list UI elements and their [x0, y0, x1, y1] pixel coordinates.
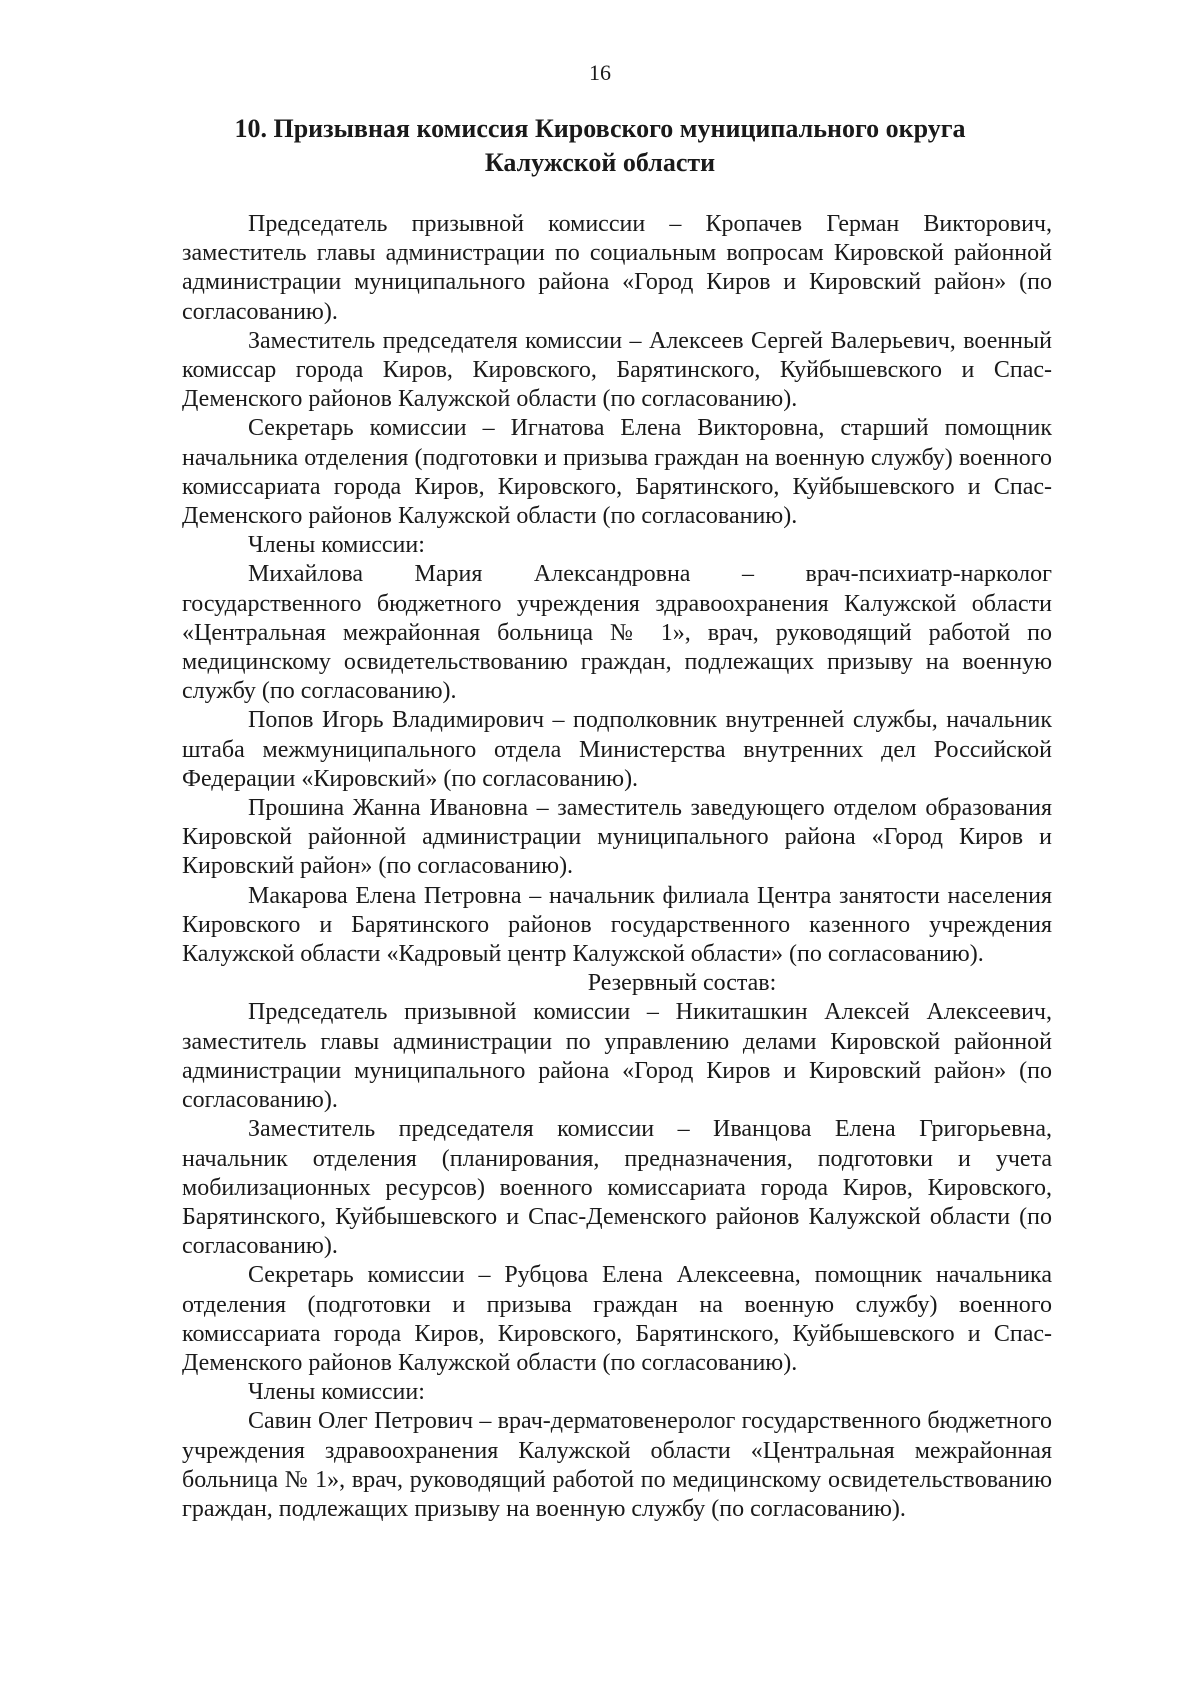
document-body	[182, 210, 1052, 1524]
page-number: 16	[589, 60, 611, 85]
paragraph-reserve-deputy-chairman: Заместитель председателя комиссии – Иванцова Елена Григорьевна, начальник отделения (планирования, предназначения, подготовки и учета мобилизационных ресурсов) военного комиссариата города Киров, Кировского, Барятинского, Куйбышевского и Спас-Деменского районов Калужской области (по согласованию).	[182, 1116, 1052, 1260]
paragraph-member-popov: Попов Игорь Владимирович – подполковник внутренней службы, начальник штаба межмуниципального отдела Министерства внутренних дел Российской Федерации «Кировский» (по согласованию).	[182, 707, 1052, 792]
paragraph-reserve-secretary: Секретарь комиссии – Рубцова Елена Алексеевна, помощник начальника отделения (подготовки и призыва граждан на военную службу) военного комиссариата города Киров, Кировского, Барятинского, Куйбышевского и Спас-Деменского районов Калужской области (по согласованию).	[182, 1262, 1052, 1376]
paragraph-secretary: Секретарь комиссии – Игнатова Елена Викторовна, старший помощник начальника отделения (подготовки и призыва граждан на военную службу) военного комиссариата города Киров, Кировского, Барятинского, Куйбышевского и Спас-Деменского районов Калужской области (по согласованию).	[182, 415, 1052, 530]
paragraph-reserve-members-heading: Члены комиссии:	[248, 1379, 425, 1406]
paragraph-members-heading: Члены комиссии:	[248, 532, 425, 559]
paragraph-member-makarova: Макарова Елена Петровна – начальник филиала Центра занятости населения Кировского и Барятинского районов государственного казенного учреждения Калужской области «Кадровый центр Калужской области» (по согласованию).	[182, 882, 1052, 968]
paragraph-chairman: Председатель призывной комиссии – Кропачев Герман Викторович, заместитель главы администрации по социальным вопросам Кировской районной администрации муниципального района «Город Киров и Кировский район» (по согласованию).	[182, 211, 1052, 325]
section-title	[150, 112, 1050, 180]
paragraph-deputy-chairman: Заместитель председателя комиссии – Алексеев Сергей Валерьевич, военный комиссар города Киров, Кировского, Барятинского, Куйбышевского и Спас-Деменского районов Калужской области (по согласованию).	[182, 327, 1052, 413]
reserve-heading: Резервный состав:	[587, 970, 777, 997]
paragraph-reserve-member-savin: Савин Олег Петрович – врач-дерматовенеролог государственного бюджетного учреждения здравоохранения Калужской области «Центральная межрайонная больница № 1», врач, руководящий работой по медицинскому освидетельствованию граждан, подлежащих призыву на военную службу (по согласованию).	[182, 1408, 1052, 1522]
paragraph-member-mikhailova: Михайлова Мария Александровна – врач-психиатр-нарколог государственного бюджетного учреждения здравоохранения Калужской области «Центральная межрайонная больница № 1», врач, руководящий работой по медицинскому освидетельствованию граждан, подлежащих призыву на военную службу (по согласованию).	[182, 561, 1052, 705]
title-line-1: 10. Призывная комиссия Кировского муниципального округа	[234, 114, 966, 143]
paragraph-reserve-chairman: Председатель призывной комиссии – Никиташкин Алексей Алексеевич, заместитель главы администрации по управлению делами Кировской районной администрации муниципального района «Город Киров и Кировский район» (по согласованию).	[182, 999, 1052, 1114]
title-line-2: Калужской области	[484, 148, 716, 177]
paragraph-member-proshina: Прошина Жанна Ивановна – заместитель заведующего отделом образования Кировской районной администрации муниципального района «Город Киров и Кировский район» (по согласованию).	[182, 795, 1052, 880]
